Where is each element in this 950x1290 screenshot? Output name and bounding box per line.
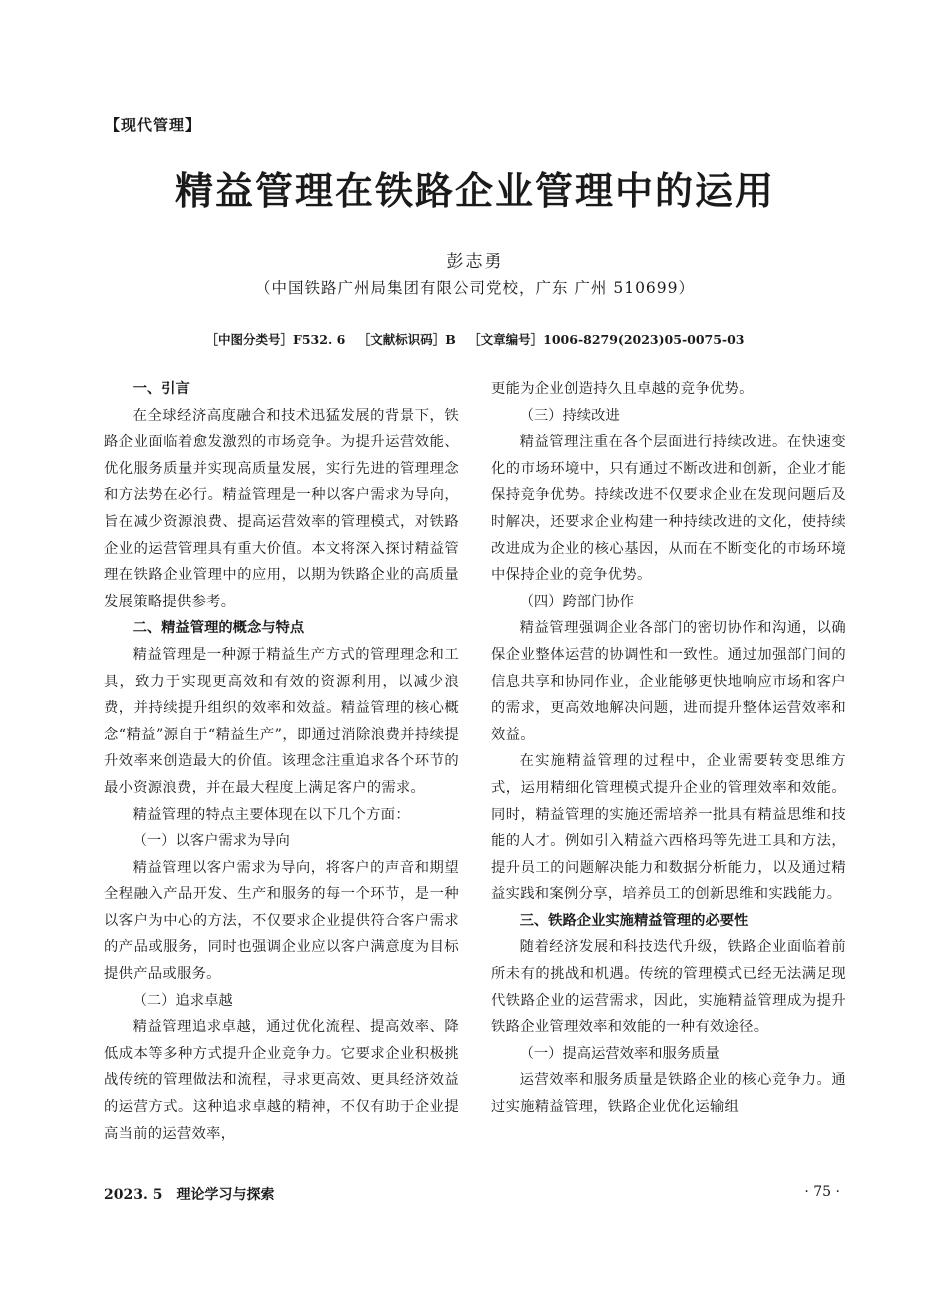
body-paragraph: 在实施精益管理的过程中，企业需要转变思维方式，运用精细化管理模式提升企业的管理效率和效能。同时，精益管理的实施还需培养一批具有精益思维和技能的人才。例如引入精益六西格玛等先进工具和方法，提升员工的问题解决能力和数据分析能力，以及通过精益实践和案例分享，培养员工的创新思维和实践能力。 (491, 753, 846, 903)
section-heading: 二、精益管理的概念与特点 (132, 620, 305, 637)
classification-line (0, 330, 950, 348)
body-paragraph: 精益管理强调企业各部门的密切协作和沟通，以确保企业整体运营的协调性和一致性。通过加强部门间的信息共享和协同作业，企业能够更快地响应市场和客户的需求，更高效地解决问题，进而提升整体运营效率和效益。 (491, 620, 846, 743)
author-name: 彭志勇 (446, 252, 504, 272)
subsection-heading: （四）跨部门协作 (519, 593, 634, 610)
article-title: 精益管理在铁路企业管理中的运用 (174, 169, 775, 213)
document-code: ［文献标识码］B (357, 332, 456, 347)
body-paragraph: 在全球经济高度融合和技术迅猛发展的背景下，铁路企业面临着愈发激烈的市场竞争。为提升运营效能、优化服务质量并实现高质量发展，实行先进的管理理念和方法势在必行。精益管理是一种以客户需求为导向，旨在减少资源浪费、提高运营效率的管理模式，对铁路企业的运营管理具有重大价值。本文将深入探讨精益管理在铁路企业管理中的应用，以期为铁路企业的高质量发展策略提供参考。 (104, 407, 459, 610)
body-paragraph: 精益管理注重在各个层面进行持续改进。在快速变化的市场环境中，只有通过不断改进和创新，企业才能保持竞争优势。持续改进不仅要求企业在发现问题后及时解决，还要求企业构建一种持续改进的文化，使持续改进成为企业的核心基因，从而在不断变化的市场环境中保持企业的竞争优势。 (491, 434, 846, 584)
journal-name: 理论学习与探索 (176, 1187, 275, 1203)
footer-issue-journal (104, 1184, 274, 1204)
column-label: 【现代管理】 (105, 116, 202, 134)
subsection-heading: （三）持续改进 (519, 407, 620, 424)
article-number: ［文章编号］1006-8279(2023)05-0075-03 (468, 332, 745, 347)
section-heading: 三、铁路企业实施精益管理的必要性 (519, 912, 749, 929)
subsection-heading: （一）以客户需求为导向 (132, 833, 290, 850)
body-paragraph: 随着经济发展和科技迭代升级，铁路企业面临着前所未有的挑战和机遇。传统的管理模式已经无法满足现代铁路企业的运营需求，因此，实施精益管理成为提升铁路企业管理效率和效能的一种有效途径。 (491, 939, 846, 1036)
body-paragraph: 运营效率和服务质量是铁路企业的核心竞争力。通过实施精益管理，铁路企业优化运输组 (491, 1072, 846, 1116)
subsection-heading: （二）追求卓越 (132, 992, 233, 1009)
body-paragraph: 更能为企业创造持久且卓越的竞争优势。 (491, 381, 754, 397)
right-column (491, 376, 846, 1121)
subsection-heading: （一）提高运营效率和服务质量 (519, 1045, 720, 1062)
section-heading: 一、引言 (132, 381, 190, 397)
body-paragraph: 精益管理追求卓越，通过优化流程、提高效率、降低成本等多种方式提升企业竞争力。它要求企业积极挑战传统的管理做法和流程，寻求更高效、更具经济效益的运营方式。这种追求卓越的精神，不仅有助于企业提高当前的运营效率， (104, 1019, 459, 1142)
body-paragraph: 精益管理是一种源于精益生产方式的管理理念和工具，致力于实现更高效和有效的资源利用，以减少浪费，并持续提升组织的效率和效益。精益管理的核心概念“精益”源自于“精益生产”，即通过消除浪费并持续提升效率来创造最大的价值。该理念注重追求各个环节的最小资源浪费，并在最大程度上满足客户的需求。 (104, 646, 459, 796)
page-number: · 75 · (804, 1184, 840, 1200)
left-column (104, 376, 459, 1147)
body-paragraph: 精益管理的特点主要体现在以下几个方面： (132, 806, 410, 823)
issue-number: 2023. 5 (104, 1187, 163, 1203)
author-affiliation: （中国铁路广州局集团有限公司党校，广东 广州 510699） (254, 279, 696, 297)
clc-number: ［中图分类号］F532. 6 (205, 332, 346, 347)
body-paragraph: 精益管理以客户需求为导向，将客户的声音和期望全程融入产品开发、生产和服务的每一个环节，是一种以客户为中心的方法，不仅要求企业提供符合客户需求的产品或服务，同时也强调企业应以客户满意度为目标提供产品或服务。 (104, 859, 459, 983)
